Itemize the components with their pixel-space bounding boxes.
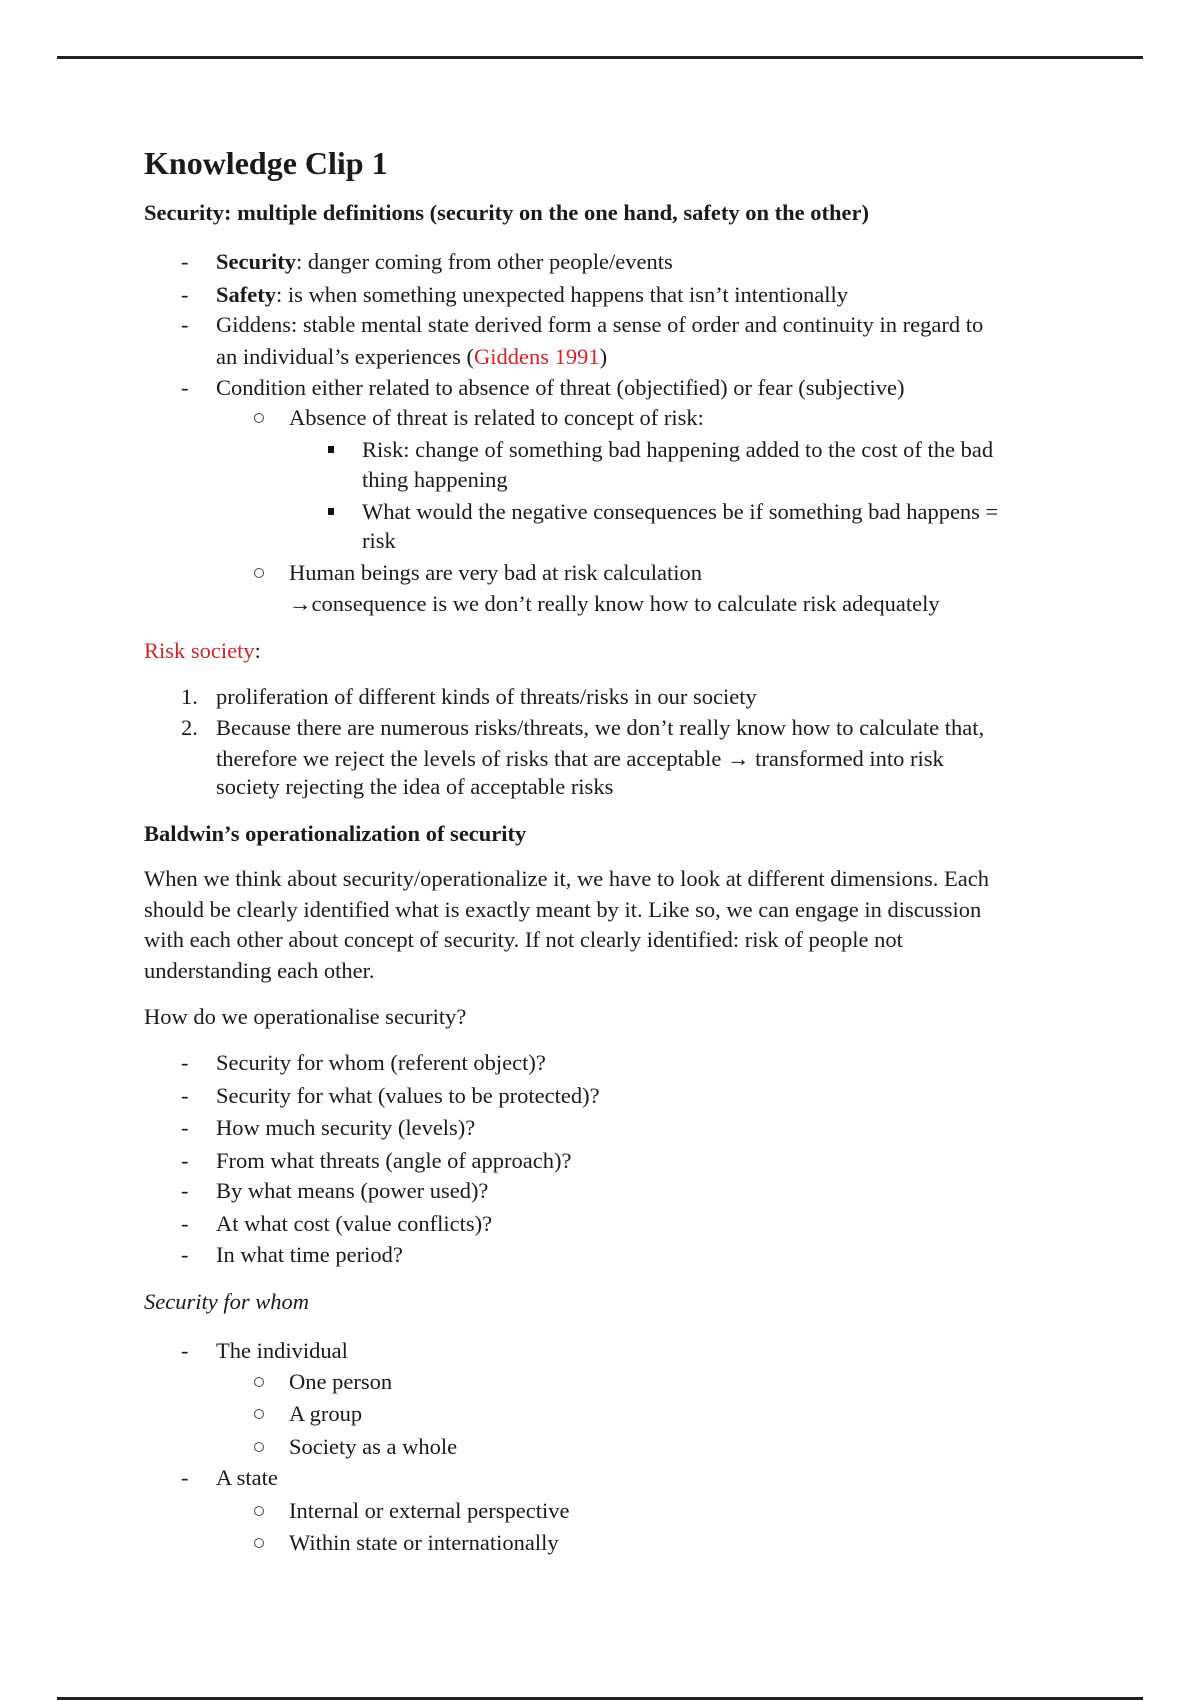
page-title: Knowledge Clip 1: [144, 145, 388, 181]
text: an individual’s experiences (: [216, 344, 475, 369]
section-heading: Security: multiple definitions (security on the one hand, safety on the other): [144, 200, 869, 225]
list-item: [216, 248, 673, 276]
list-item: By what means (power used)?: [216, 1178, 489, 1203]
sub-sub-item-cont: risk: [362, 528, 396, 553]
sub-item: Within state or internationally: [289, 1530, 559, 1555]
dash-bullet-icon: -: [181, 1148, 189, 1173]
circle-bullet-icon: [254, 413, 264, 423]
text: consequence is we don’t really know how to calculate risk adequately: [311, 591, 940, 616]
paragraph-line: understanding each other.: [144, 958, 375, 983]
dash-bullet-icon: -: [181, 1115, 189, 1140]
dash-bullet-icon: -: [181, 1050, 189, 1075]
paragraph-line: with each other about concept of security. If not clearly identified: risk of people not: [144, 927, 903, 952]
sub-item-cont: [289, 590, 940, 618]
list-item: Security for whom (referent object)?: [216, 1050, 546, 1075]
paragraph-line: When we think about security/operationalize it, we have to look at different dimensions. Each: [144, 866, 989, 891]
list-item: Condition either related to absence of threat (objectified) or fear (subjective): [216, 375, 905, 400]
risk-society-heading: [144, 637, 261, 665]
list-item: The individual: [216, 1338, 348, 1363]
list-item: [216, 281, 848, 309]
list-item: How much security (levels)?: [216, 1115, 476, 1140]
list-item: Security for what (values to be protected)?: [216, 1083, 600, 1108]
sub-sub-item: What would the negative consequences be if something bad happens =: [362, 499, 999, 524]
list-number: 1.: [181, 684, 198, 709]
sub-sub-item: Risk: change of something bad happening added to the cost of the bad: [362, 437, 994, 462]
numbered-item: Because there are numerous risks/threats, we don’t really know how to calculate that,: [216, 715, 985, 740]
risk-society-link[interactable]: Risk society: [144, 638, 255, 663]
question: How do we operationalise security?: [144, 1004, 467, 1029]
citation-link[interactable]: Giddens 1991: [474, 344, 600, 369]
paragraph-line: should be clearly identified what is exactly meant by it. Like so, we can engage in discussion: [144, 897, 982, 922]
dash-bullet-icon: -: [181, 1338, 189, 1363]
dash-bullet-icon: -: [181, 1083, 189, 1108]
circle-bullet-icon: [254, 1506, 264, 1516]
sub-item: A group: [289, 1401, 363, 1426]
list-item: Giddens: stable mental state derived form a sense of order and continuity in regard to: [216, 312, 984, 337]
square-bullet-icon: [328, 446, 334, 453]
dash-bullet-icon: -: [181, 1211, 189, 1236]
numbered-item-cont: therefore we reject the levels of risks that are acceptable → transformed into risk: [216, 746, 944, 771]
list-item: From what threats (angle of approach)?: [216, 1148, 572, 1173]
section-heading: Baldwin’s operationalization of security: [144, 821, 527, 846]
square-bullet-icon: [328, 508, 334, 515]
dash-bullet-icon: -: [181, 375, 189, 400]
sub-sub-item-cont: thing happening: [362, 467, 508, 492]
circle-bullet-icon: [254, 568, 264, 578]
dash-bullet-icon: -: [181, 282, 189, 307]
dash-bullet-icon: -: [181, 1465, 189, 1490]
list-number: 2.: [181, 715, 198, 740]
term: Security: [216, 249, 296, 274]
list-item: At what cost (value conflicts)?: [216, 1211, 493, 1236]
sub-item: One person: [289, 1369, 393, 1394]
dash-bullet-icon: -: [181, 1178, 189, 1203]
numbered-item-cont: society rejecting the idea of acceptable risks: [216, 774, 614, 799]
subsection-heading: Security for whom: [144, 1289, 309, 1314]
dash-bullet-icon: -: [181, 249, 189, 274]
sub-item: Human beings are very bad at risk calculation: [289, 560, 702, 585]
list-item: A state: [216, 1465, 278, 1490]
top-rule: [57, 56, 1143, 59]
dash-bullet-icon: -: [181, 312, 189, 337]
circle-bullet-icon: [254, 1442, 264, 1452]
list-item-cont: [216, 343, 607, 371]
text: ): [599, 344, 608, 369]
definition: : danger coming from other people/events: [295, 249, 673, 274]
text: :: [254, 638, 261, 663]
sub-item: Absence of threat is related to concept of risk:: [289, 405, 704, 430]
term: Safety: [216, 282, 276, 307]
definition: : is when something unexpected happens that isn’t intentionally: [276, 282, 848, 307]
list-item: In what time period?: [216, 1242, 403, 1267]
circle-bullet-icon: [254, 1377, 264, 1387]
numbered-item: proliferation of different kinds of threats/risks in our society: [216, 684, 757, 709]
dash-bullet-icon: -: [181, 1242, 189, 1267]
sub-item: Internal or external perspective: [289, 1498, 570, 1523]
circle-bullet-icon: [254, 1409, 264, 1419]
circle-bullet-icon: [254, 1538, 264, 1548]
arrow-icon: →: [289, 591, 312, 616]
sub-item: Society as a whole: [289, 1434, 458, 1459]
